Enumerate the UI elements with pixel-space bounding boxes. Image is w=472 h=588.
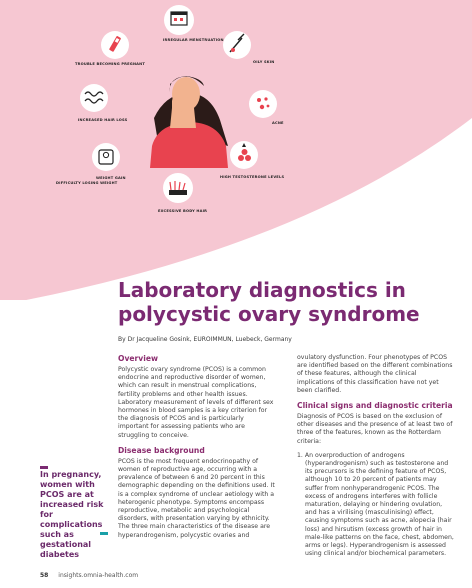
icon-high-testosterone — [230, 141, 258, 169]
article-column-left — [118, 354, 276, 546]
heading-overview: Overview — [118, 354, 159, 363]
list-item: 1. An overproduction of androgens (hyperandrogenism) such as testosterone and its precursors is the defining feature of PCOS, although 10 to 20 percent of patients may suffer from nonhyperandrogenic PCOS. The excess of androgens interferes with follicle maturation, delaying or hindering ovulation, and has a virilising (masculinising) effect, causing symptoms such as acne, alopecia (hair loss) and hirsutism (excess growth of hair in male-like patterns on the face, chest, abdomen, arms or legs). Hyperandrogenism is assessed using clinical and/or biochemical parameters. — [297, 451, 454, 558]
label-high-testosterone: HIGH TESTOSTERONE LEVELS — [220, 175, 285, 179]
label-hair-loss: INCREASED HAIR LOSS — [78, 118, 128, 122]
pull-quote-accent-bottom — [100, 532, 108, 535]
page-footer — [40, 572, 138, 579]
label-acne: ACNE — [272, 121, 284, 125]
article-title — [118, 278, 458, 326]
label-weight-gain: WEIGHT GAIN — [96, 176, 126, 180]
icon-hair-loss — [80, 84, 108, 112]
label-difficulty-losing-weight: DIFFICULTY LOSING WEIGHT — [56, 181, 118, 185]
icon-acne — [249, 90, 277, 118]
clinical-paragraph: Diagnosis of PCOS is based on the exclusion of other diseases and the presence of at least two of three of the features, known as the Rotterdam criteria: — [297, 413, 453, 445]
byline: By Dr Jacqueline Gosink, EUROIMMUN, Luebeck, Germany — [118, 336, 292, 343]
icon-excessive-body-hair — [163, 173, 193, 203]
background-paragraph: PCOS is the most frequent endocrinopathy of women of reproductive age, occurring with a prevalence of between 6 and 20 percent in this demographic depending on the definitions used. It is a complex syndrome of unclear aetiology with a heterogenic phenotype. Symptoms encompass reproductive, metabolic and psychological disorders, with presentation varying by ethnicity. The three main characteristics of the disease are hyperandrogenism, polycystic ovaries and — [118, 457, 275, 539]
overview-paragraph: Polycystic ovary syndrome (PCOS) is a common endocrine and reproductive disorder of women, which can result in menstrual complications, fertility problems and other health issues. Laboratory measurement of levels of different sex hormones in blood samples is a key criterion for the diagnosis of PCOS and is particularly important for assessing patients who are struggling to conceive. — [118, 366, 274, 439]
icon-trouble-pregnant — [101, 31, 129, 59]
icon-oily-skin — [223, 31, 251, 59]
heading-clinical-signs: Clinical signs and diagnostic criteria — [297, 401, 453, 411]
label-excessive-body-hair: EXCESSIVE BODY HAIR — [158, 209, 208, 213]
footer-site-link[interactable]: insights.omnia-health.com — [58, 572, 139, 579]
heading-disease-background: Disease background — [118, 445, 205, 455]
article-column-right — [297, 354, 455, 564]
page-number: 58 — [40, 572, 49, 579]
pull-quote-accent-top — [40, 466, 48, 469]
right-intro-paragraph: ovulatory dysfunction. Four phenotypes of PCOS are identified based on the different combinations of these features, although the clinical implications of this classification have not yet been clarified. — [297, 354, 453, 394]
pull-quote: In pregnancy, women with PCOS are at increased risk for complications such as gestational diabetes — [40, 470, 104, 559]
icon-weight-gain — [92, 143, 120, 171]
article-title-line-2: polycystic ovary syndrome — [118, 302, 420, 326]
label-oily-skin: OILY SKIN — [253, 60, 275, 64]
label-irregular-menstruation: IRREGULAR MENSTRUATION — [163, 38, 224, 42]
label-trouble-pregnant: TROUBLE BECOMING PREGNANT — [75, 62, 145, 66]
article-title-line-1: Laboratory diagnostics in — [118, 278, 406, 302]
icon-irregular-menstruation — [164, 5, 194, 35]
